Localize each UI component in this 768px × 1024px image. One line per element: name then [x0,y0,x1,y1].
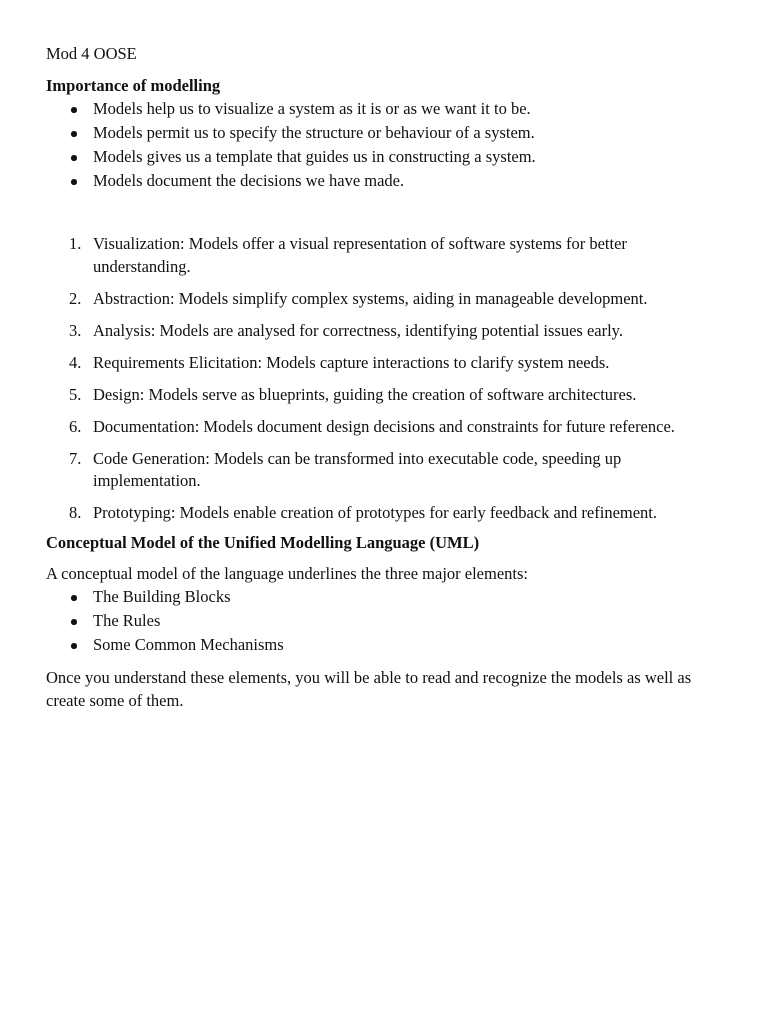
item-text: Abstraction: Models simplify complex systems, aiding in manageable development. [93,288,648,308]
item-number: 8. [69,503,82,522]
importance-numbered-list [46,233,718,525]
list-item: Models document the decisions we have made. [46,169,718,193]
numbered-item [46,320,718,343]
item-text: Documentation: Models document design decisions and constraints for future reference. [93,416,675,436]
numbered-item [46,288,718,311]
item-number: 5. [69,384,82,404]
list-item: The Building Blocks [46,585,718,609]
item-number: 3. [69,320,82,340]
numbered-item [46,352,718,375]
importance-bullet-list [46,97,718,193]
numbered-item [46,384,718,407]
document-title: Mod 4 OOSE [46,44,137,63]
list-item: Models permit us to specify the structure or behaviour of a system. [46,121,718,145]
numbered-item [46,416,718,439]
item-number: 7. [69,448,82,468]
list-item: The Rules [46,609,718,633]
item-number: 1. [69,234,82,253]
list-item: Some Common Mechanisms [46,633,718,657]
item-text: Design: Models serve as blueprints, guiding the creation of software architectures. [93,384,637,404]
section-heading-importance: Importance of modelling [46,76,221,95]
list-item: Models gives us a template that guides us in constructing a system. [46,145,718,169]
item-text: Requirements Elicitation: Models capture interactions to clarify system needs. [93,352,610,372]
numbered-item [46,448,718,493]
list-item: Models help us to visualize a system as it is or as we want it to be. [46,97,718,121]
item-text: Visualization: Models offer a visual representation of software systems for better understanding. [93,234,627,276]
numbered-item [46,233,718,278]
item-text: Code Generation: Models can be transformed into executable code, speeding up implementation. [93,448,622,490]
uml-intro-paragraph: A conceptual model of the language underlines the three major elements: [46,564,528,583]
item-number: 6. [69,416,82,436]
closing-paragraph: Once you understand these elements, you will be able to read and recognize the models as well as create some of them. [46,668,692,710]
item-text: Prototyping: Models enable creation of prototypes for early feedback and refinement. [93,503,658,522]
item-number: 2. [69,288,82,308]
item-number: 4. [69,352,82,372]
section-heading-uml: Conceptual Model of the Unified Modelling Language (UML) [46,533,480,552]
numbered-item [46,502,718,525]
uml-elements-bullet-list [46,585,718,657]
item-text: Analysis: Models are analysed for correctness, identifying potential issues early. [93,320,623,340]
